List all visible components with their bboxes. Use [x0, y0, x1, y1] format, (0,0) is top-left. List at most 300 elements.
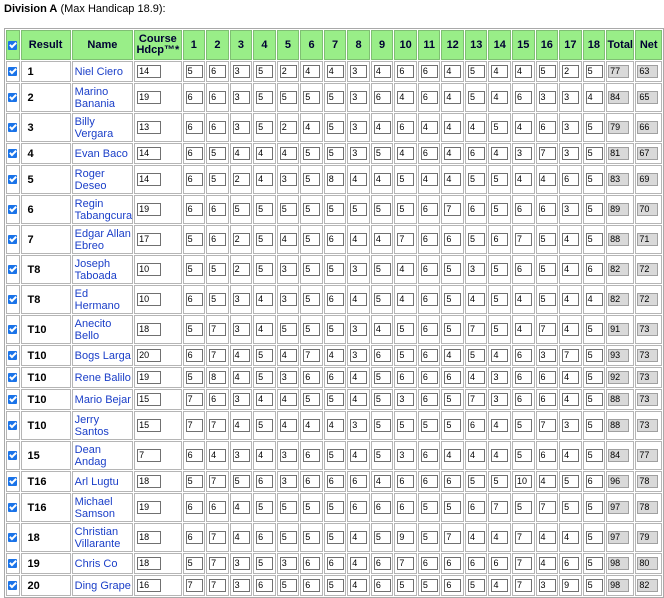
- hole-score-input[interactable]: 4: [233, 349, 250, 362]
- course-hdcp-header[interactable]: [134, 30, 181, 60]
- hole-header[interactable]: 17: [559, 30, 582, 60]
- row-checkbox[interactable]: [6, 165, 20, 194]
- hole-score-input[interactable]: 4: [256, 449, 273, 462]
- hole-score-input[interactable]: 6: [586, 475, 603, 488]
- checkbox-icon[interactable]: [8, 533, 17, 542]
- hole-score-input[interactable]: 6: [350, 475, 367, 488]
- hole-score-input[interactable]: 5: [562, 475, 579, 488]
- checkbox-icon[interactable]: [8, 477, 17, 486]
- row-checkbox[interactable]: [6, 61, 20, 82]
- hole-score-input[interactable]: 6: [209, 501, 226, 514]
- course-hdcp-input[interactable]: 13: [137, 121, 161, 134]
- hole-score-input[interactable]: 4: [562, 371, 579, 384]
- row-checkbox[interactable]: [6, 523, 20, 552]
- player-name-link[interactable]: Jerry Santos: [72, 411, 133, 440]
- checkbox-icon[interactable]: [8, 503, 17, 512]
- hole-score-input[interactable]: 5: [374, 147, 391, 160]
- hole-score-input[interactable]: 6: [515, 203, 532, 216]
- course-hdcp-input[interactable]: 19: [137, 203, 161, 216]
- hole-score-input[interactable]: 6: [327, 233, 344, 246]
- hole-score-input[interactable]: 7: [186, 579, 203, 592]
- hole-score-input[interactable]: 5: [256, 203, 273, 216]
- hole-score-input[interactable]: 5: [280, 579, 297, 592]
- hole-score-input[interactable]: 6: [186, 173, 203, 186]
- hole-score-input[interactable]: 4: [562, 263, 579, 276]
- hole-score-input[interactable]: 5: [374, 393, 391, 406]
- hole-score-input[interactable]: 6: [186, 349, 203, 362]
- hole-score-input[interactable]: 5: [280, 91, 297, 104]
- player-name-link[interactable]: Ding Grape: [72, 575, 133, 596]
- hole-score-input[interactable]: 6: [397, 475, 414, 488]
- hole-score-input[interactable]: 7: [209, 531, 226, 544]
- hole-score-input[interactable]: 7: [444, 203, 461, 216]
- hole-score-input[interactable]: 4: [515, 121, 532, 134]
- hole-score-input[interactable]: 5: [539, 293, 556, 306]
- hole-score-input[interactable]: 6: [256, 579, 273, 592]
- hole-score-input[interactable]: 6: [421, 349, 438, 362]
- hole-score-input[interactable]: 4: [491, 91, 508, 104]
- player-name-link[interactable]: Chris Co: [72, 553, 133, 574]
- hole-score-input[interactable]: 5: [233, 475, 250, 488]
- course-hdcp-input[interactable]: 18: [137, 323, 161, 336]
- hole-score-input[interactable]: 6: [397, 371, 414, 384]
- hole-score-input[interactable]: 5: [539, 233, 556, 246]
- hole-score-input[interactable]: 5: [374, 419, 391, 432]
- hole-score-input[interactable]: 5: [374, 371, 391, 384]
- hole-score-input[interactable]: 7: [209, 323, 226, 336]
- hole-score-input[interactable]: 4: [421, 121, 438, 134]
- hole-score-input[interactable]: 5: [491, 323, 508, 336]
- hole-score-input[interactable]: 2: [233, 263, 250, 276]
- hole-score-input[interactable]: 4: [562, 293, 579, 306]
- hole-score-input[interactable]: 5: [444, 323, 461, 336]
- course-hdcp-input[interactable]: 7: [137, 449, 161, 462]
- hole-score-input[interactable]: 5: [586, 203, 603, 216]
- player-name-link[interactable]: Joseph Taboada: [72, 255, 133, 284]
- net-header[interactable]: Net: [635, 30, 662, 60]
- hole-score-input[interactable]: 5: [374, 449, 391, 462]
- hole-score-input[interactable]: 5: [256, 263, 273, 276]
- hole-score-input[interactable]: 5: [327, 147, 344, 160]
- hole-score-input[interactable]: 5: [397, 349, 414, 362]
- hole-score-input[interactable]: 5: [303, 531, 320, 544]
- hole-score-input[interactable]: 7: [444, 531, 461, 544]
- hole-score-input[interactable]: 4: [468, 449, 485, 462]
- hole-score-input[interactable]: 6: [421, 263, 438, 276]
- hole-score-input[interactable]: 4: [468, 121, 485, 134]
- checkbox-icon[interactable]: [8, 295, 17, 304]
- hole-score-input[interactable]: 4: [303, 121, 320, 134]
- hole-score-input[interactable]: 5: [444, 263, 461, 276]
- row-checkbox[interactable]: [6, 389, 20, 410]
- hole-score-input[interactable]: 5: [350, 203, 367, 216]
- hole-score-input[interactable]: 5: [327, 449, 344, 462]
- hole-score-input[interactable]: 6: [374, 91, 391, 104]
- hole-header[interactable]: 8: [347, 30, 370, 60]
- hole-score-input[interactable]: 3: [233, 91, 250, 104]
- hole-score-input[interactable]: 7: [209, 579, 226, 592]
- hole-score-input[interactable]: 6: [186, 449, 203, 462]
- hole-score-input[interactable]: 3: [233, 323, 250, 336]
- hole-score-input[interactable]: 3: [233, 449, 250, 462]
- hole-score-input[interactable]: 6: [421, 557, 438, 570]
- checkbox-icon[interactable]: [8, 235, 17, 244]
- hole-score-input[interactable]: 5: [374, 263, 391, 276]
- hole-score-input[interactable]: 5: [539, 263, 556, 276]
- hole-score-input[interactable]: 6: [303, 557, 320, 570]
- hole-score-input[interactable]: 4: [562, 233, 579, 246]
- hole-score-input[interactable]: 7: [186, 393, 203, 406]
- player-name-link[interactable]: Roger Deseo: [72, 165, 133, 194]
- row-checkbox[interactable]: [6, 575, 20, 596]
- hole-score-input[interactable]: 4: [280, 233, 297, 246]
- hole-header[interactable]: 3: [230, 30, 253, 60]
- row-checkbox[interactable]: [6, 471, 20, 492]
- hole-score-input[interactable]: 5: [327, 579, 344, 592]
- hole-score-input[interactable]: 6: [327, 557, 344, 570]
- hole-score-input[interactable]: 4: [562, 531, 579, 544]
- hole-score-input[interactable]: 6: [303, 579, 320, 592]
- name-header[interactable]: Name: [72, 30, 133, 60]
- hole-score-input[interactable]: 6: [327, 371, 344, 384]
- course-hdcp-input[interactable]: 15: [137, 419, 161, 432]
- hole-score-input[interactable]: 5: [468, 91, 485, 104]
- course-hdcp-input[interactable]: 19: [137, 91, 161, 104]
- hole-score-input[interactable]: 6: [468, 419, 485, 432]
- hole-score-input[interactable]: 4: [397, 293, 414, 306]
- hole-score-input[interactable]: 3: [350, 349, 367, 362]
- hole-score-input[interactable]: 6: [350, 501, 367, 514]
- hole-score-input[interactable]: 6: [468, 203, 485, 216]
- hole-score-input[interactable]: 7: [515, 557, 532, 570]
- hole-score-input[interactable]: 7: [515, 579, 532, 592]
- hole-score-input[interactable]: 5: [327, 121, 344, 134]
- hole-score-input[interactable]: 4: [374, 323, 391, 336]
- hole-score-input[interactable]: 6: [186, 501, 203, 514]
- hole-score-input[interactable]: 4: [280, 349, 297, 362]
- hole-score-input[interactable]: 4: [233, 371, 250, 384]
- hole-score-input[interactable]: 3: [280, 475, 297, 488]
- hole-score-input[interactable]: 7: [539, 419, 556, 432]
- hole-score-input[interactable]: 3: [280, 557, 297, 570]
- hole-score-input[interactable]: 5: [327, 203, 344, 216]
- checkbox-icon[interactable]: [8, 395, 17, 404]
- hole-score-input[interactable]: 4: [350, 557, 367, 570]
- hole-score-input[interactable]: 6: [539, 393, 556, 406]
- checkbox-icon[interactable]: [8, 559, 17, 568]
- player-name-link[interactable]: Arl Lugtu: [72, 471, 133, 492]
- hole-score-input[interactable]: 6: [209, 203, 226, 216]
- hole-score-input[interactable]: 4: [468, 371, 485, 384]
- hole-score-input[interactable]: 5: [468, 475, 485, 488]
- hole-score-input[interactable]: 4: [491, 579, 508, 592]
- hole-score-input[interactable]: 7: [468, 323, 485, 336]
- checkbox-icon[interactable]: [8, 67, 17, 76]
- hole-score-input[interactable]: 3: [397, 449, 414, 462]
- course-hdcp-input[interactable]: 10: [137, 293, 161, 306]
- hole-score-input[interactable]: 6: [421, 203, 438, 216]
- hole-score-input[interactable]: 6: [515, 91, 532, 104]
- hole-score-input[interactable]: 5: [256, 65, 273, 78]
- hole-score-input[interactable]: 4: [515, 173, 532, 186]
- hole-score-input[interactable]: 5: [209, 147, 226, 160]
- hole-score-input[interactable]: 5: [186, 557, 203, 570]
- hole-score-input[interactable]: 5: [303, 263, 320, 276]
- hole-score-input[interactable]: 5: [586, 531, 603, 544]
- hole-score-input[interactable]: 2: [280, 121, 297, 134]
- row-checkbox[interactable]: [6, 83, 20, 112]
- hole-score-input[interactable]: 5: [256, 557, 273, 570]
- hole-score-input[interactable]: 5: [256, 419, 273, 432]
- hole-score-input[interactable]: 6: [421, 65, 438, 78]
- hole-header[interactable]: 16: [536, 30, 559, 60]
- hole-score-input[interactable]: 4: [444, 147, 461, 160]
- hole-score-input[interactable]: 4: [444, 173, 461, 186]
- hole-score-input[interactable]: 4: [397, 91, 414, 104]
- hole-score-input[interactable]: 3: [233, 393, 250, 406]
- hole-score-input[interactable]: 10: [515, 475, 532, 488]
- hole-score-input[interactable]: 5: [586, 233, 603, 246]
- hole-score-input[interactable]: 6: [327, 293, 344, 306]
- hole-score-input[interactable]: 5: [327, 91, 344, 104]
- hole-score-input[interactable]: 6: [374, 557, 391, 570]
- checkbox-icon[interactable]: [8, 325, 17, 334]
- hole-score-input[interactable]: 6: [186, 203, 203, 216]
- checkbox-icon[interactable]: [8, 123, 17, 132]
- hole-header[interactable]: 2: [206, 30, 229, 60]
- hole-score-input[interactable]: 5: [256, 121, 273, 134]
- hole-score-input[interactable]: 4: [374, 121, 391, 134]
- hole-score-input[interactable]: 4: [397, 147, 414, 160]
- hole-score-input[interactable]: 4: [350, 293, 367, 306]
- hole-score-input[interactable]: 3: [233, 65, 250, 78]
- hole-score-input[interactable]: 3: [350, 65, 367, 78]
- row-checkbox[interactable]: [6, 553, 20, 574]
- hole-score-input[interactable]: 4: [562, 449, 579, 462]
- hole-score-input[interactable]: 5: [186, 323, 203, 336]
- hole-score-input[interactable]: 6: [374, 349, 391, 362]
- hole-score-input[interactable]: 4: [350, 579, 367, 592]
- hole-score-input[interactable]: 5: [209, 173, 226, 186]
- hole-score-input[interactable]: 5: [303, 203, 320, 216]
- course-hdcp-input[interactable]: 17: [137, 233, 161, 246]
- hole-score-input[interactable]: 5: [444, 501, 461, 514]
- hole-score-input[interactable]: 7: [397, 233, 414, 246]
- hole-score-input[interactable]: 3: [350, 263, 367, 276]
- hole-score-input[interactable]: 5: [421, 419, 438, 432]
- hole-score-input[interactable]: 6: [539, 371, 556, 384]
- hole-score-input[interactable]: 5: [209, 293, 226, 306]
- hole-score-input[interactable]: 4: [374, 65, 391, 78]
- hole-score-input[interactable]: 5: [586, 147, 603, 160]
- hole-score-input[interactable]: 3: [515, 147, 532, 160]
- player-name-link[interactable]: Billy Vergara: [72, 113, 133, 142]
- hole-score-input[interactable]: 6: [421, 233, 438, 246]
- hole-score-input[interactable]: 4: [491, 349, 508, 362]
- hole-score-input[interactable]: 6: [491, 233, 508, 246]
- hole-score-input[interactable]: 4: [350, 233, 367, 246]
- hole-score-input[interactable]: 5: [491, 475, 508, 488]
- hole-score-input[interactable]: 4: [539, 475, 556, 488]
- hole-score-input[interactable]: 3: [280, 449, 297, 462]
- hole-score-input[interactable]: 5: [468, 173, 485, 186]
- hole-score-input[interactable]: 3: [350, 419, 367, 432]
- hole-score-input[interactable]: 5: [586, 557, 603, 570]
- hole-score-input[interactable]: 8: [209, 371, 226, 384]
- hole-score-input[interactable]: 3: [562, 147, 579, 160]
- hole-score-input[interactable]: 5: [444, 393, 461, 406]
- hole-score-input[interactable]: 4: [350, 371, 367, 384]
- hole-score-input[interactable]: 5: [397, 203, 414, 216]
- hole-score-input[interactable]: 6: [397, 121, 414, 134]
- hole-score-input[interactable]: 7: [515, 233, 532, 246]
- select-all-checkbox[interactable]: [6, 30, 20, 60]
- hole-score-input[interactable]: 6: [327, 475, 344, 488]
- hole-score-input[interactable]: 7: [539, 323, 556, 336]
- hole-score-input[interactable]: 6: [421, 323, 438, 336]
- hole-score-input[interactable]: 6: [444, 233, 461, 246]
- hole-header[interactable]: 10: [394, 30, 417, 60]
- hole-score-input[interactable]: 3: [280, 173, 297, 186]
- player-name-link[interactable]: Mario Bejar: [72, 389, 133, 410]
- hole-score-input[interactable]: 3: [350, 91, 367, 104]
- hole-score-input[interactable]: 6: [186, 293, 203, 306]
- hole-score-input[interactable]: 3: [233, 557, 250, 570]
- hole-score-input[interactable]: 7: [515, 531, 532, 544]
- row-checkbox[interactable]: [6, 367, 20, 388]
- hole-score-input[interactable]: 5: [397, 419, 414, 432]
- hole-score-input[interactable]: 5: [256, 501, 273, 514]
- hole-score-input[interactable]: 6: [562, 557, 579, 570]
- hole-header[interactable]: 7: [324, 30, 347, 60]
- total-header[interactable]: Total: [606, 30, 634, 60]
- hole-score-input[interactable]: 6: [421, 371, 438, 384]
- course-hdcp-input[interactable]: 16: [137, 579, 161, 592]
- hole-score-input[interactable]: 6: [209, 121, 226, 134]
- hole-score-input[interactable]: 6: [421, 449, 438, 462]
- hole-score-input[interactable]: 5: [515, 419, 532, 432]
- row-checkbox[interactable]: [6, 493, 20, 522]
- course-hdcp-input[interactable]: 20: [137, 349, 161, 362]
- course-hdcp-input[interactable]: 14: [137, 65, 161, 78]
- hole-score-input[interactable]: 3: [562, 91, 579, 104]
- hole-score-input[interactable]: 5: [539, 65, 556, 78]
- hole-score-input[interactable]: 5: [186, 371, 203, 384]
- hole-score-input[interactable]: 4: [491, 65, 508, 78]
- hole-score-input[interactable]: 6: [539, 449, 556, 462]
- hole-score-input[interactable]: 6: [303, 449, 320, 462]
- hole-score-input[interactable]: 6: [491, 557, 508, 570]
- hole-score-input[interactable]: 3: [280, 263, 297, 276]
- hole-score-input[interactable]: 5: [327, 323, 344, 336]
- hole-score-input[interactable]: 5: [303, 147, 320, 160]
- hole-score-input[interactable]: 3: [280, 293, 297, 306]
- hole-score-input[interactable]: 3: [468, 263, 485, 276]
- hole-score-input[interactable]: 5: [327, 393, 344, 406]
- hole-score-input[interactable]: 4: [209, 449, 226, 462]
- result-header[interactable]: Result: [21, 30, 71, 60]
- hole-score-input[interactable]: 6: [397, 65, 414, 78]
- hole-score-input[interactable]: 3: [539, 91, 556, 104]
- hole-score-input[interactable]: 4: [350, 449, 367, 462]
- row-checkbox[interactable]: [6, 441, 20, 470]
- hole-score-input[interactable]: 5: [186, 263, 203, 276]
- hole-score-input[interactable]: 6: [186, 147, 203, 160]
- checkbox-icon[interactable]: [8, 175, 17, 184]
- hole-score-input[interactable]: 4: [539, 173, 556, 186]
- hole-score-input[interactable]: 4: [350, 531, 367, 544]
- hole-header[interactable]: 18: [583, 30, 606, 60]
- hole-score-input[interactable]: 5: [515, 501, 532, 514]
- hole-score-input[interactable]: 7: [303, 349, 320, 362]
- hole-score-input[interactable]: 4: [303, 65, 320, 78]
- hole-score-input[interactable]: 6: [468, 557, 485, 570]
- hole-score-input[interactable]: 5: [586, 449, 603, 462]
- hole-score-input[interactable]: 6: [444, 371, 461, 384]
- hole-score-input[interactable]: 5: [233, 203, 250, 216]
- hole-score-input[interactable]: 5: [280, 501, 297, 514]
- hole-score-input[interactable]: 5: [397, 579, 414, 592]
- checkbox-icon[interactable]: [8, 421, 17, 430]
- player-name-link[interactable]: Christian Villarante: [72, 523, 133, 552]
- row-checkbox[interactable]: [6, 315, 20, 344]
- hole-score-input[interactable]: 7: [539, 501, 556, 514]
- player-name-link[interactable]: Regin Tabangcura: [72, 195, 133, 224]
- hole-score-input[interactable]: 5: [374, 531, 391, 544]
- hole-score-input[interactable]: 7: [209, 475, 226, 488]
- hole-score-input[interactable]: 5: [303, 323, 320, 336]
- hole-score-input[interactable]: 4: [468, 531, 485, 544]
- hole-score-input[interactable]: 4: [233, 419, 250, 432]
- player-name-link[interactable]: Bogs Larga: [72, 345, 133, 366]
- hole-score-input[interactable]: 6: [444, 557, 461, 570]
- row-checkbox[interactable]: [6, 113, 20, 142]
- hole-score-input[interactable]: 5: [256, 371, 273, 384]
- hole-score-input[interactable]: 5: [586, 121, 603, 134]
- hole-score-input[interactable]: 4: [515, 293, 532, 306]
- hole-score-input[interactable]: 7: [209, 419, 226, 432]
- hole-score-input[interactable]: 4: [444, 449, 461, 462]
- hole-score-input[interactable]: 4: [515, 65, 532, 78]
- hole-score-input[interactable]: 5: [586, 501, 603, 514]
- hole-score-input[interactable]: 4: [303, 419, 320, 432]
- hole-score-input[interactable]: 6: [515, 349, 532, 362]
- hole-score-input[interactable]: 4: [256, 323, 273, 336]
- hole-score-input[interactable]: 7: [209, 349, 226, 362]
- hole-score-input[interactable]: 5: [209, 263, 226, 276]
- hole-score-input[interactable]: 4: [539, 531, 556, 544]
- checkbox-icon[interactable]: [8, 265, 17, 274]
- hole-score-input[interactable]: 4: [586, 91, 603, 104]
- hole-score-input[interactable]: 6: [539, 203, 556, 216]
- hole-score-input[interactable]: 3: [491, 371, 508, 384]
- hole-score-input[interactable]: 4: [444, 65, 461, 78]
- course-hdcp-input[interactable]: 15: [137, 393, 161, 406]
- hole-score-input[interactable]: 5: [468, 349, 485, 362]
- hole-score-input[interactable]: 5: [186, 65, 203, 78]
- hole-score-input[interactable]: 6: [421, 293, 438, 306]
- hole-score-input[interactable]: 5: [256, 233, 273, 246]
- hole-score-input[interactable]: 5: [444, 419, 461, 432]
- hole-score-input[interactable]: 7: [562, 349, 579, 362]
- hole-score-input[interactable]: 6: [444, 475, 461, 488]
- hole-score-input[interactable]: 7: [468, 393, 485, 406]
- hole-score-input[interactable]: 4: [280, 419, 297, 432]
- hole-header[interactable]: 14: [488, 30, 511, 60]
- hole-score-input[interactable]: 4: [327, 65, 344, 78]
- hole-score-input[interactable]: 6: [256, 531, 273, 544]
- hole-score-input[interactable]: 6: [515, 371, 532, 384]
